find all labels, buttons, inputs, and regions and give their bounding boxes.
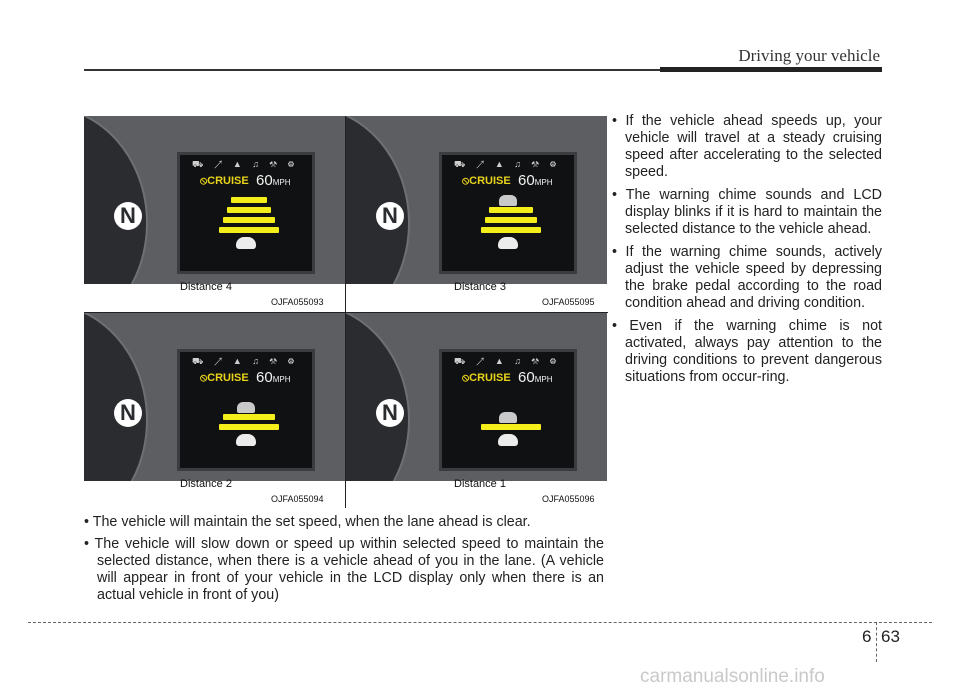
footer-page-divider xyxy=(876,622,878,662)
set-speed xyxy=(518,369,552,386)
footer-rule xyxy=(28,622,932,623)
gauge-dial xyxy=(346,313,410,481)
own-vehicle-icon xyxy=(236,237,256,249)
gear-indicator: N xyxy=(114,399,142,427)
lcd-menu-icons: ⛟ ↗ ▲ ♫ ⚒ ⚙ xyxy=(192,159,299,169)
figure-code: OJFA055096 xyxy=(542,494,595,504)
speed-value: 60 xyxy=(518,172,535,189)
lcd-screen xyxy=(177,152,315,274)
header-rule xyxy=(84,69,660,71)
own-vehicle-icon xyxy=(236,434,256,446)
set-speed xyxy=(518,172,552,189)
distance-bar xyxy=(227,207,271,213)
distance-label: Distance 3 xyxy=(454,281,506,293)
cluster-panel xyxy=(346,116,607,284)
lead-vehicle-icon xyxy=(499,195,517,206)
distance-bar xyxy=(223,414,275,420)
right-bullet: • Even if the warning chime is not activated, always pay attention to the driving conditions to prevent dangerous situations from occur-ring. xyxy=(612,318,882,385)
lcd-menu-icons: ⛟ ↗ ▲ ♫ ⚒ ⚙ xyxy=(454,356,561,366)
distance-bar xyxy=(481,424,541,430)
distance-bar xyxy=(219,424,279,430)
figure-code: OJFA055094 xyxy=(271,494,324,504)
bottom-bullet: • The vehicle will maintain the set speed, when the lane ahead is clear. xyxy=(84,514,531,530)
lead-vehicle-icon xyxy=(237,402,255,413)
speed-unit: MPH xyxy=(272,375,291,384)
cruise-indicator: ⦸CRUISE xyxy=(462,175,511,187)
distance-bar xyxy=(489,207,533,213)
figure-code: OJFA055093 xyxy=(271,297,324,307)
cruise-indicator: ⦸CRUISE xyxy=(200,372,249,384)
gauge-dial xyxy=(346,116,410,284)
set-speed xyxy=(256,172,290,189)
cruise-indicator: ⦸CRUISE xyxy=(200,175,249,187)
cruise-indicator: ⦸CRUISE xyxy=(462,372,511,384)
set-speed xyxy=(256,369,290,386)
gauge-dial xyxy=(84,313,148,481)
cruise-distance-figure xyxy=(84,116,608,508)
figure-code: OJFA055095 xyxy=(542,297,595,307)
lcd-screen xyxy=(439,349,577,471)
watermark: carmanualsonline.info xyxy=(640,666,825,687)
cluster-panel xyxy=(84,116,345,284)
lcd-menu-icons: ⛟ ↗ ▲ ♫ ⚒ ⚙ xyxy=(192,356,299,366)
cluster-panel xyxy=(84,313,345,481)
gear-indicator: N xyxy=(376,202,404,230)
distance-bar xyxy=(223,217,275,223)
distance-label: Distance 4 xyxy=(180,281,232,293)
gear-indicator: N xyxy=(376,399,404,427)
speed-unit: MPH xyxy=(272,178,291,187)
speed-value: 60 xyxy=(518,369,535,386)
distance-bar xyxy=(231,197,267,203)
distance-bar xyxy=(485,217,537,223)
lead-vehicle-icon xyxy=(499,412,517,423)
right-bullet: • If the warning chime sounds, actively adjust the vehicle speed by depressing the brake pedal according to the road condition ahead and driving condition. xyxy=(612,244,882,311)
distance-label: Distance 2 xyxy=(180,478,232,490)
gear-indicator: N xyxy=(114,202,142,230)
lcd-screen xyxy=(439,152,577,274)
bottom-bullet: • The vehicle will slow down or speed up within selected speed to maintain the selected distance, when there is a vehicle ahead of you in the lane. (A vehicle will appear in front of your vehicle in the LCD display only when there is an actual vehicle in front of you) xyxy=(84,536,604,603)
right-column-text xyxy=(612,113,882,392)
speed-value: 60 xyxy=(256,369,273,386)
page-number: 63 xyxy=(881,627,900,646)
distance-label: Distance 1 xyxy=(454,478,506,490)
speed-unit: MPH xyxy=(534,178,553,187)
speed-unit: MPH xyxy=(534,375,553,384)
bottom-bullet-list xyxy=(84,514,604,609)
lcd-screen xyxy=(177,349,315,471)
own-vehicle-icon xyxy=(498,237,518,249)
own-vehicle-icon xyxy=(498,434,518,446)
distance-bar xyxy=(219,227,279,233)
header-title: Driving your vehicle xyxy=(738,46,880,65)
chapter-number: 6 xyxy=(862,627,872,646)
gauge-dial xyxy=(84,116,148,284)
right-bullet: • The warning chime sounds and LCD display blinks if it is hard to maintain the selected distance to the vehicle ahead. xyxy=(612,187,882,237)
lcd-menu-icons: ⛟ ↗ ▲ ♫ ⚒ ⚙ xyxy=(454,159,561,169)
header-rule-accent xyxy=(660,67,882,72)
right-bullet: • If the vehicle ahead speeds up, your vehicle will travel at a steady cruising speed after accelerating to the selected speed. xyxy=(612,113,882,180)
cluster-panel xyxy=(346,313,607,481)
distance-bar xyxy=(481,227,541,233)
speed-value: 60 xyxy=(256,172,273,189)
